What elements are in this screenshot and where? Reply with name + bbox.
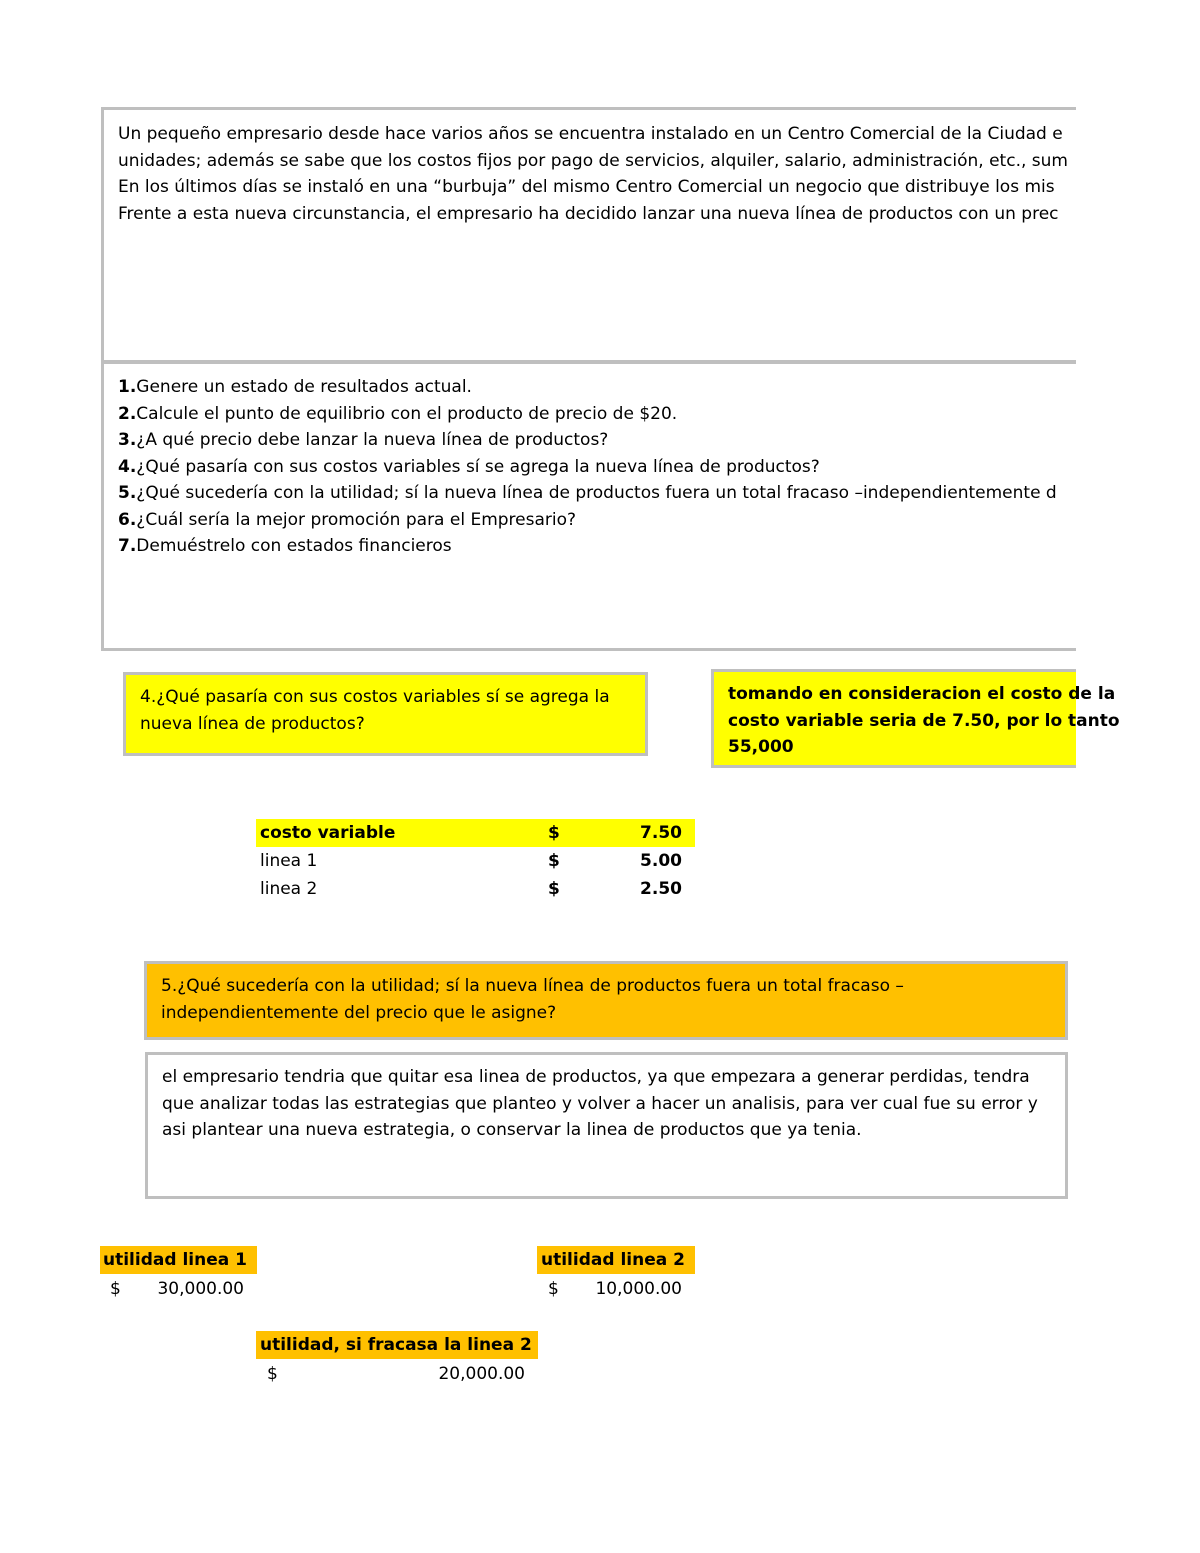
question-number: 7.: [118, 536, 137, 556]
question-item: [118, 507, 1076, 534]
question-number: 6.: [118, 509, 137, 530]
utilidad-fracasa-currency: $: [267, 1364, 278, 1384]
intro-line: En los últimos días se instaló en una “burbuja” del mismo Centro Comercial un negocio que distribuye los mis: [118, 177, 1055, 197]
question-5-box: [144, 961, 1068, 1040]
question-item: [118, 454, 1076, 481]
question-number: 2.: [118, 403, 137, 424]
answer-4-line: costo variable seria de 7.50, por lo tanto: [728, 710, 1120, 731]
answer-4-line: tomando en consideracion el costo de la: [728, 684, 1116, 704]
cost-header-value: 7.50: [640, 823, 682, 843]
question-text: ¿A qué precio debe lanzar la nueva línea de productos?: [136, 430, 609, 450]
question-4-line: 4.¿Qué pasaría con sus costos variables sí se agrega la: [140, 687, 610, 707]
intro-line: Un pequeño empresario desde hace varios años se encuentra instalado en un Centro Comercial de la Ciudad e: [118, 124, 1063, 144]
question-text: Genere un estado de resultados actual.: [136, 377, 472, 397]
question-text: ¿Cuál sería la mejor promoción para el Empresario?: [136, 509, 577, 530]
question-item: [118, 401, 1076, 428]
question-number: 4.: [118, 456, 137, 477]
cost-header-currency: $: [548, 823, 560, 843]
utilidad-linea-2-label: utilidad linea 2: [537, 1246, 695, 1274]
utilidad-fracasa-value: 20,000.00: [438, 1364, 525, 1384]
utilidad-linea-1-currency: $: [110, 1279, 121, 1299]
utilidad-fracasa-label: utilidad, si fracasa la linea 2: [256, 1331, 538, 1359]
intro-line: Frente a esta nueva circunstancia, el empresario ha decidido lanzar una nueva línea de productos con un prec: [118, 203, 1059, 224]
cost-row-value: 5.00: [640, 851, 682, 871]
cost-row-label: linea 2: [260, 879, 318, 899]
question-item: [118, 427, 1076, 454]
question-number: 1.: [118, 377, 137, 397]
question-4-box: [123, 672, 648, 756]
cost-row-label: linea 1: [260, 851, 318, 871]
questions-box: [101, 361, 1076, 651]
intro-text-box: [101, 107, 1076, 363]
answer-5-text: el empresario tendria que quitar esa linea de productos, ya que empezara a generar perdidas, tendra que analizar todas las estrategias que planteo y volver a hacer un analisis, para ver cual fue su error y asi plantear una nueva estrategia, o conservar la linea de productos que ya tenia.: [162, 1067, 1038, 1140]
question-text: ¿Qué sucedería con la utilidad; sí la nueva línea de productos fuera un total fracaso –independientemente d: [136, 483, 1057, 503]
question-4-answer-box: [711, 669, 1120, 768]
answer-4-line: 55,000: [728, 737, 794, 757]
question-5-answer-box: [145, 1052, 1068, 1199]
utilidad-linea-1-value: 30,000.00: [157, 1279, 244, 1299]
question-4-line: nueva línea de productos?: [140, 713, 365, 734]
cost-header-label: costo variable: [260, 823, 396, 843]
cost-row-currency: $: [548, 851, 560, 871]
question-number: 5.: [118, 483, 137, 503]
question-number: 3.: [118, 430, 137, 450]
cost-row-currency: $: [548, 879, 560, 899]
utilidad-linea-1-label: utilidad linea 1: [100, 1246, 257, 1274]
question-5-text: 5.¿Qué sucedería con la utilidad; sí la nueva línea de productos fuera un total fracaso – independientemente del precio que le asigne?: [161, 976, 904, 1023]
utilidad-linea-2-value: 10,000.00: [595, 1279, 682, 1299]
question-text: ¿Qué pasaría con sus costos variables sí se agrega la nueva línea de productos?: [136, 456, 820, 477]
question-item: [118, 480, 1076, 507]
question-text: Calcule el punto de equilibrio con el producto de precio de $20.: [136, 403, 678, 424]
question-item: [118, 374, 1076, 401]
intro-line: unidades; además se sabe que los costos fijos por pago de servicios, alquiler, salario, administración, etc., sum: [118, 150, 1068, 171]
question-item: [118, 533, 1076, 560]
question-text: Demuéstrelo con estados financieros: [136, 536, 452, 556]
utilidad-linea-2-currency: $: [548, 1279, 559, 1299]
cost-row-value: 2.50: [640, 879, 682, 899]
